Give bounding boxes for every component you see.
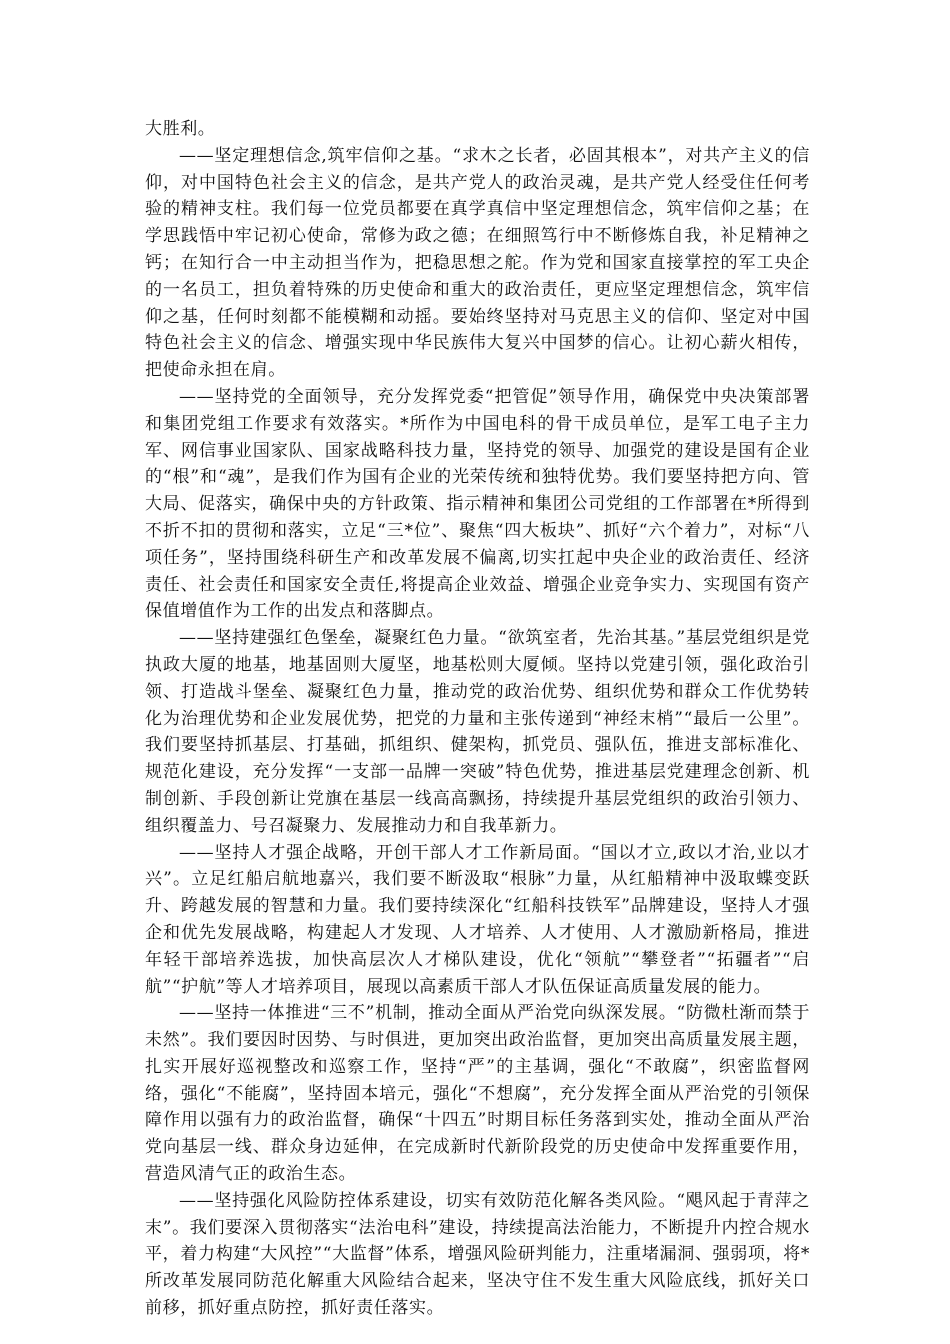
paragraph-ideals-faith: ——坚定理想信念,筑牢信仰之基。“求木之长者，必固其根本”，对共产主义的信仰，对中国特色社会主义的信念，是共产党人的政治灵魂，是共产党人经受住任何考验的精神支柱。我们每一位党员都要在真学真信中坚定理想信念，筑牢信仰之基；在学思践悟中牢记初心使命，常修为政之德；在细照笃行中不断修炼自我，补足精神之钙；在知行合一中主动担当作为，把稳思想之舵。作为党和国家直接掌控的军工央企的一名员工，担负着特殊的历史使命和重大的政治责任，更应坚定理想信念，筑牢信仰之基，任何时刻都不能模糊和动摇。要始终坚持对马克思主义的信仰、坚定对中国特色社会主义的信念、增强实现中华民族伟大复兴中国梦的信心。让初心薪火相传，把使命永担在肩。: [145, 145, 810, 381]
paragraph-red-fortress: ——坚持建强红色堡垒，凝聚红色力量。“欲筑室者，先治其基。”基层党组织是党执政大厦的地基，地基固则大厦坚，地基松则大厦倾。坚持以党建引领，强化政治引领、打造战斗堡垒、凝聚红色力量，推动党的政治优势、组织优势和群众工作优势转化为治理优势和企业发展优势，把党的力量和主张传递到“神经末梢”“最后一公里”。我们要坚持抓基层、打基础，抓组织、健架构，抓党员、强队伍，推进支部标准化、规范化建设，充分发挥“一支部一品牌一突破”特色优势，推进基层党建理念创新、机制创新、手段创新让党旗在基层一线高高飘扬，持续提升基层党组织的政治引领力、组织覆盖力、号召凝聚力、发展推动力和自我革新力。: [145, 628, 810, 836]
paragraph-party-leadership: ——坚持党的全面领导，充分发挥党委“把管促”领导作用，确保党中央决策部署和集团党组工作要求有效落实。*所作为中国电科的骨干成员单位，是军工电子主力军、网信事业国家队、国家战略科技力量，坚持党的领导、加强党的建设是国有企业的“根”和“魂”，是我们作为国有企业的光荣传统和独特优势。我们要坚持把方向、管大局、促落实，确保中央的方针政策、指示精神和集团公司党组的工作部署在*所得到不折不扣的贯彻和落实，立足“三*位”、聚焦“四大板块”、抓好“六个着力”，对标“八项任务”，坚持围绕科研生产和改革发展不偏离,切实扛起中央企业的政治责任、经济责任、社会责任和国家安全责任,将提高企业效益、增强企业竞争实力、实现国有资产保值增值作为工作的出发点和落脚点。: [145, 386, 810, 622]
document-page: [145, 116, 810, 1322]
paragraph-continuation: 大胜利。: [145, 119, 216, 139]
paragraph-three-no-mechanism: ——坚持一体推进“三不”机制，推动全面从严治党向纵深发展。“防微杜渐而禁于未然”。我们要因时因势、与时俱进，更加突出政治监督，更加突出高质量发展主题，扎实开展好巡视整改和巡察工作，坚持“严”的主基调，强化“不敢腐”，织密监督网络，强化“不能腐”，坚持固本培元，强化“不想腐”，充分发挥全面从严治党的引领保障作用以强有力的政治监督，确保“十四五”时期目标任务落到实处，推动全面从严治党向基层一线、群众身边延伸，在完成新时代新阶段党的历史使命中发挥重要作用，营造风清气正的政治生态。: [145, 1003, 810, 1185]
paragraph-talent-strategy: ——坚持人才强企战略，开创干部人才工作新局面。“国以才立,政以才治,业以才兴”。立足红船启航地嘉兴，我们要不断汲取“根脉”力量，从红船精神中汲取蝶变跃升、跨越发展的智慧和力量。我们要持续深化“红船科技铁军”品牌建设，坚持人才强企和优先发展战略，构建起人才发现、人才培养、人才使用、人才激励新格局，推进年轻干部培养选拔，加快高层次人才梯队建设，优化“领航”“攀登者”“拓疆者”“启航”“护航”等人才培养项目，展现以高素质干部人才队伍保证高质量发展的能力。: [145, 842, 810, 997]
paragraph-risk-control: ——坚持强化风险防控体系建设，切实有效防范化解各类风险。“飓风起于青萍之末”。我们要深入贯彻落实“法治电科”建设，持续提高法治能力，不断提升内控合规水平，着力构建“大风控”“大监督”体系，增强风险研判能力，注重堵漏洞、强弱项，将*所改革发展同防范化解重大风险结合起来，坚决守住不发生重大风险底线，抓好关口前移，抓好重点防控，抓好责任落实。: [145, 1190, 810, 1319]
